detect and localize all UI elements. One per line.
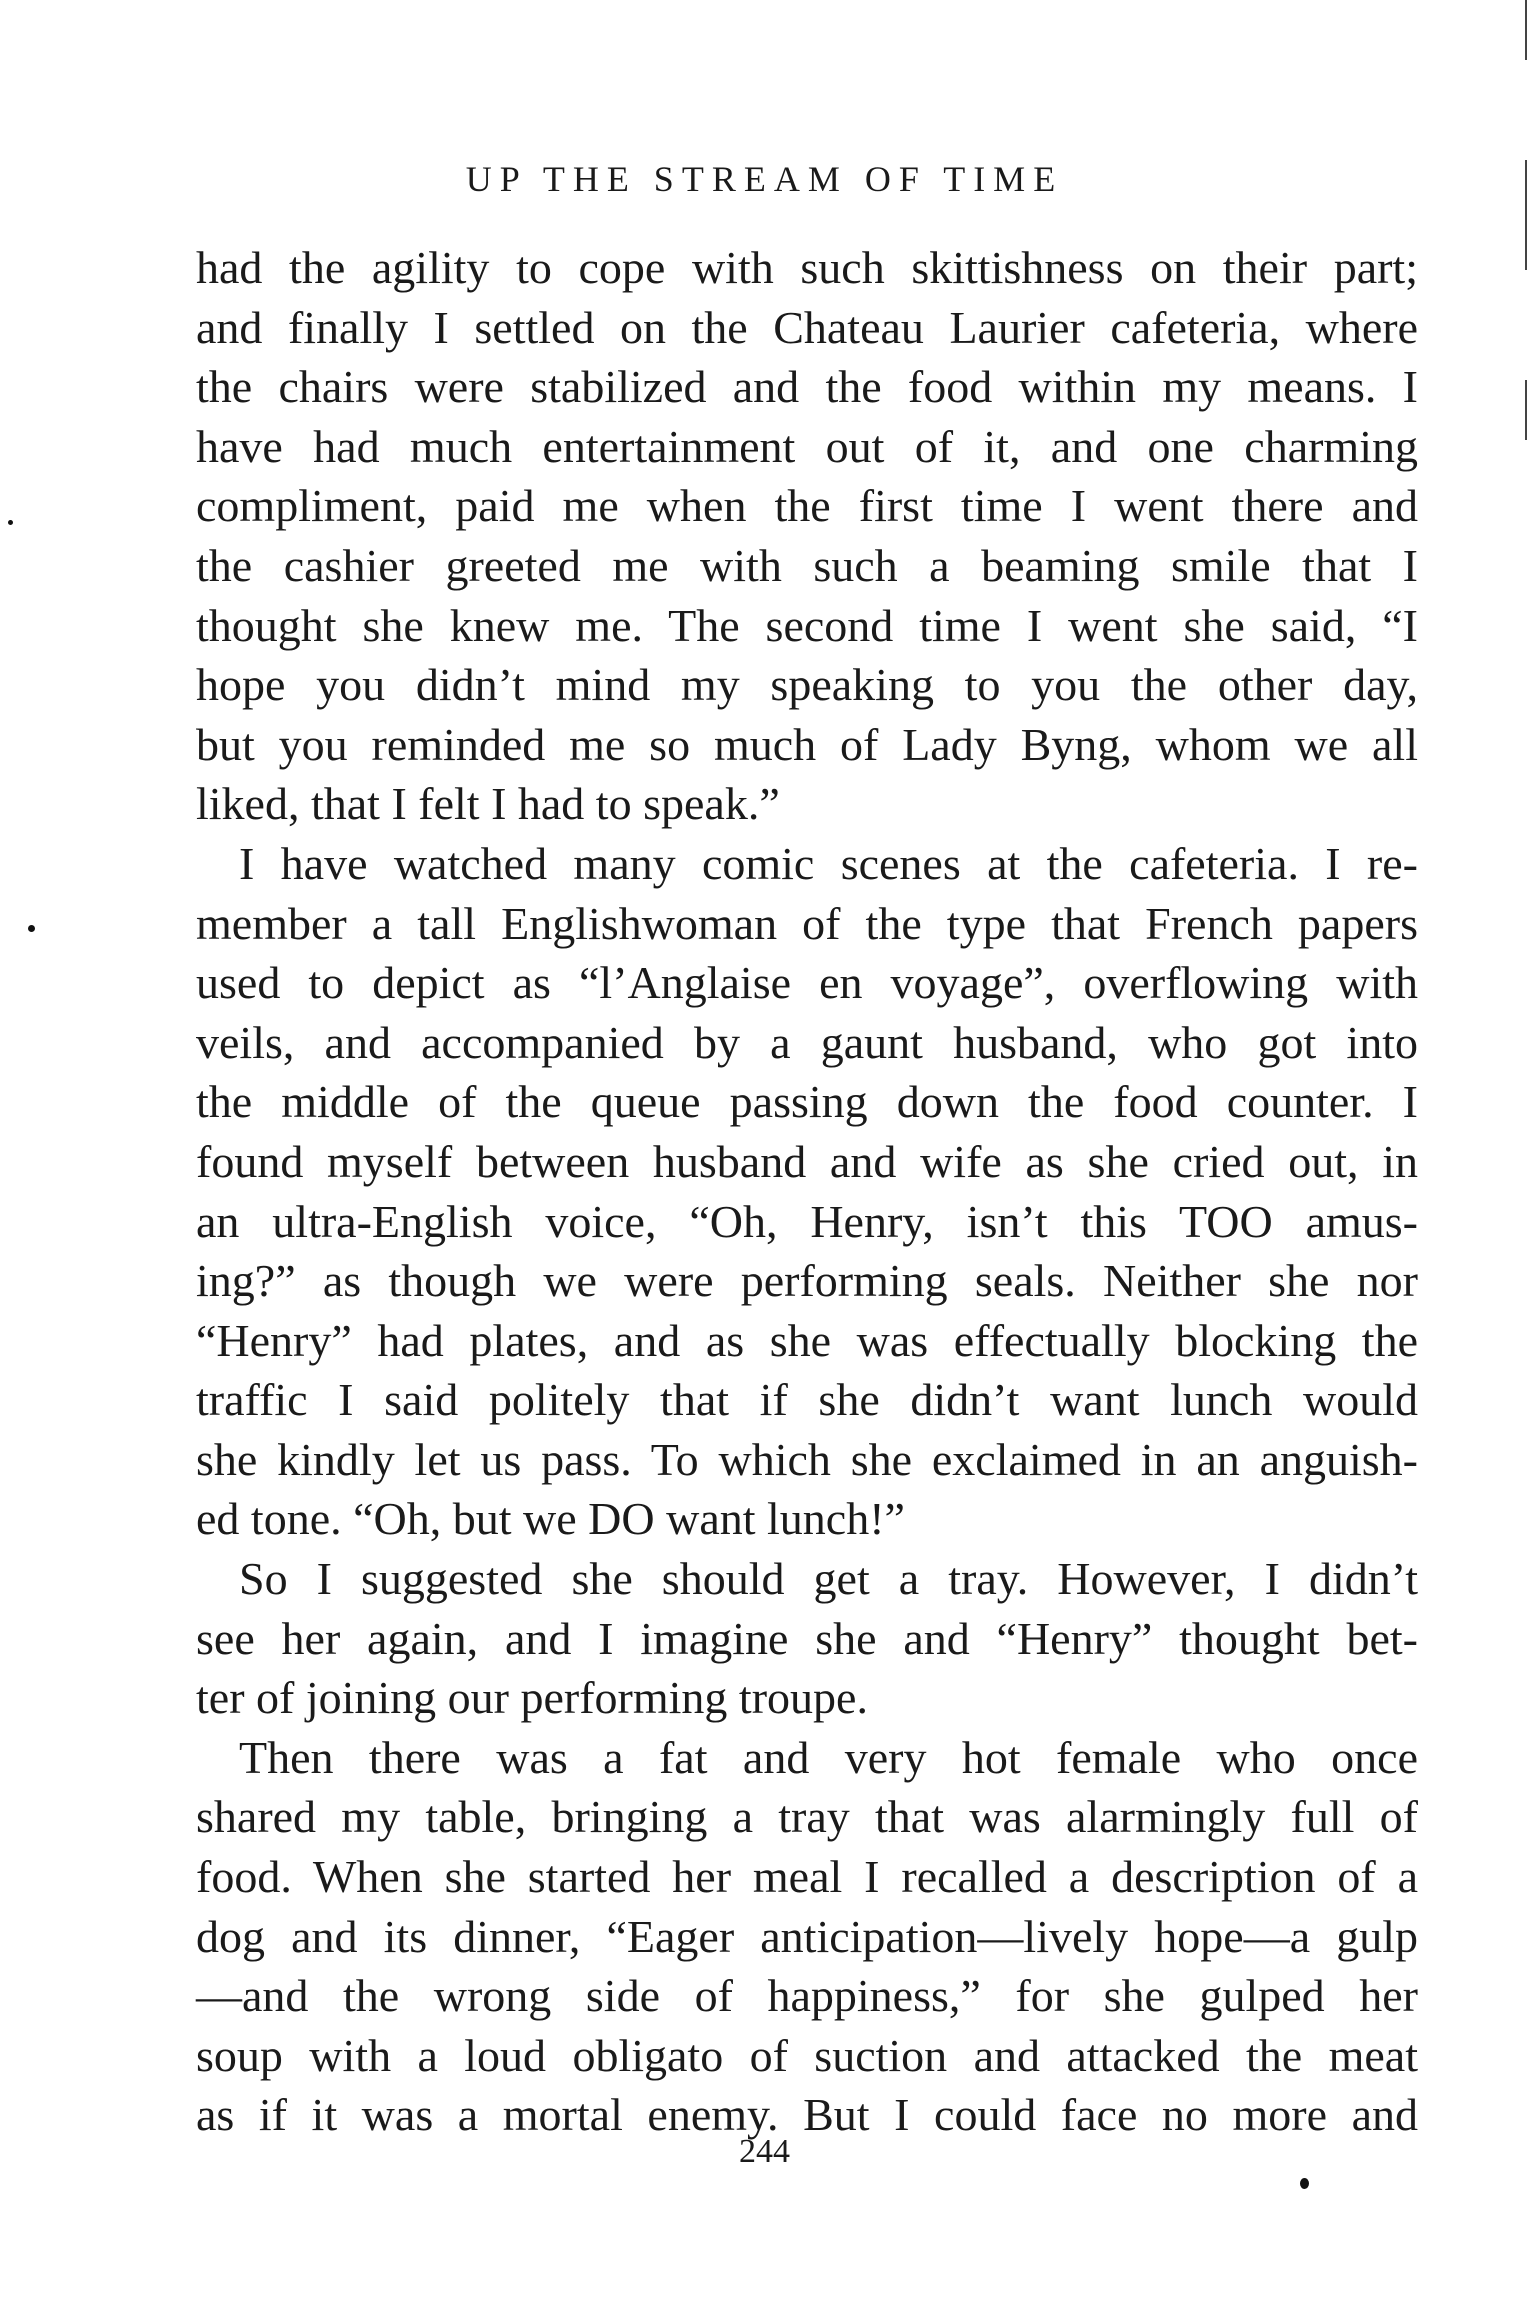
scan-edge-mark [1525,380,1527,440]
scan-speck [8,520,13,525]
text-line: the cashier greeted me with such a beaming smile that I [196,539,1418,591]
text-line: she kindly let us pass. To which she exclaimed in an anguish- [196,1433,1418,1485]
scan-edge-mark [1525,0,1527,60]
running-head: UP THE STREAM OF TIME [465,159,1064,199]
text-line: the chairs were stabilized and the food within my means. I [196,361,1418,413]
text-line: “Henry” had plates, and as she was effectually blocking the [196,1314,1418,1366]
text-line: had the agility to cope with such skittishness on their part; [196,242,1418,293]
text-line: soup with a loud obligato of suction and attacked the meat [196,2029,1418,2081]
text-line: ed tone. “Oh, but we DO want lunch!” [196,1493,905,1545]
text-line: have had much entertainment out of it, and one charming [196,420,1418,472]
text-line: shared my table, bringing a tray that was alarmingly full of [196,1791,1418,1843]
text-line: liked, that I felt I had to speak.” [196,778,780,830]
text-line: used to depict as “l’Anglaise en voyage”, overflowing with [196,957,1418,1009]
text-line: ter of joining our performing troupe. [196,1672,868,1724]
text-line: dog and its dinner, “Eager anticipation—lively hope—a gulp [196,1910,1418,1962]
text-line: food. When she started her meal I recalled a description of a [196,1851,1418,1903]
text-line: compliment, paid me when the first time I went there and [196,480,1418,532]
text-line: veils, and accompanied by a gaunt husband, who got into [196,1016,1418,1068]
text-line: and finally I settled on the Chateau Laurier cafeteria, where [196,301,1418,353]
text-line: as if it was a mortal enemy. But I could face no more and [196,2089,1418,2141]
text-line: So I suggested she should get a tray. However, I didn’t [239,1553,1418,1605]
scan-edge-mark [1525,160,1527,270]
text-line: found myself between husband and wife as she cried out, in [196,1135,1418,1187]
text-line: ing?” as though we were performing seals. Neither she nor [196,1255,1418,1307]
text-line: but you reminded me so much of Lady Byng, whom we all [196,718,1418,770]
text-line: member a tall Englishwoman of the type that French papers [196,897,1418,949]
body-text [196,238,1418,2145]
text-line: traffic I said politely that if she didn’t want lunch would [196,1374,1418,1426]
text-line: —and the wrong side of happiness,” for she gulped her [196,1970,1418,2022]
text-line: hope you didn’t mind my speaking to you the other day, [196,659,1418,711]
text-line: see her again, and I imagine she and “Henry” thought bet- [196,1612,1418,1664]
scan-speck [1300,2178,1309,2189]
text-line: Then there was a fat and very hot female who once [239,1731,1418,1783]
scan-speck [28,925,35,932]
text-line: I have watched many comic scenes at the cafeteria. I re- [239,837,1418,889]
text-line: the middle of the queue passing down the food counter. I [196,1076,1418,1128]
text-line: thought she knew me. The second time I went she said, “I [196,599,1418,651]
text-line: an ultra-English voice, “Oh, Henry, isn’t this TOO amus- [196,1195,1418,1247]
page-number: 244 [739,2133,790,2170]
